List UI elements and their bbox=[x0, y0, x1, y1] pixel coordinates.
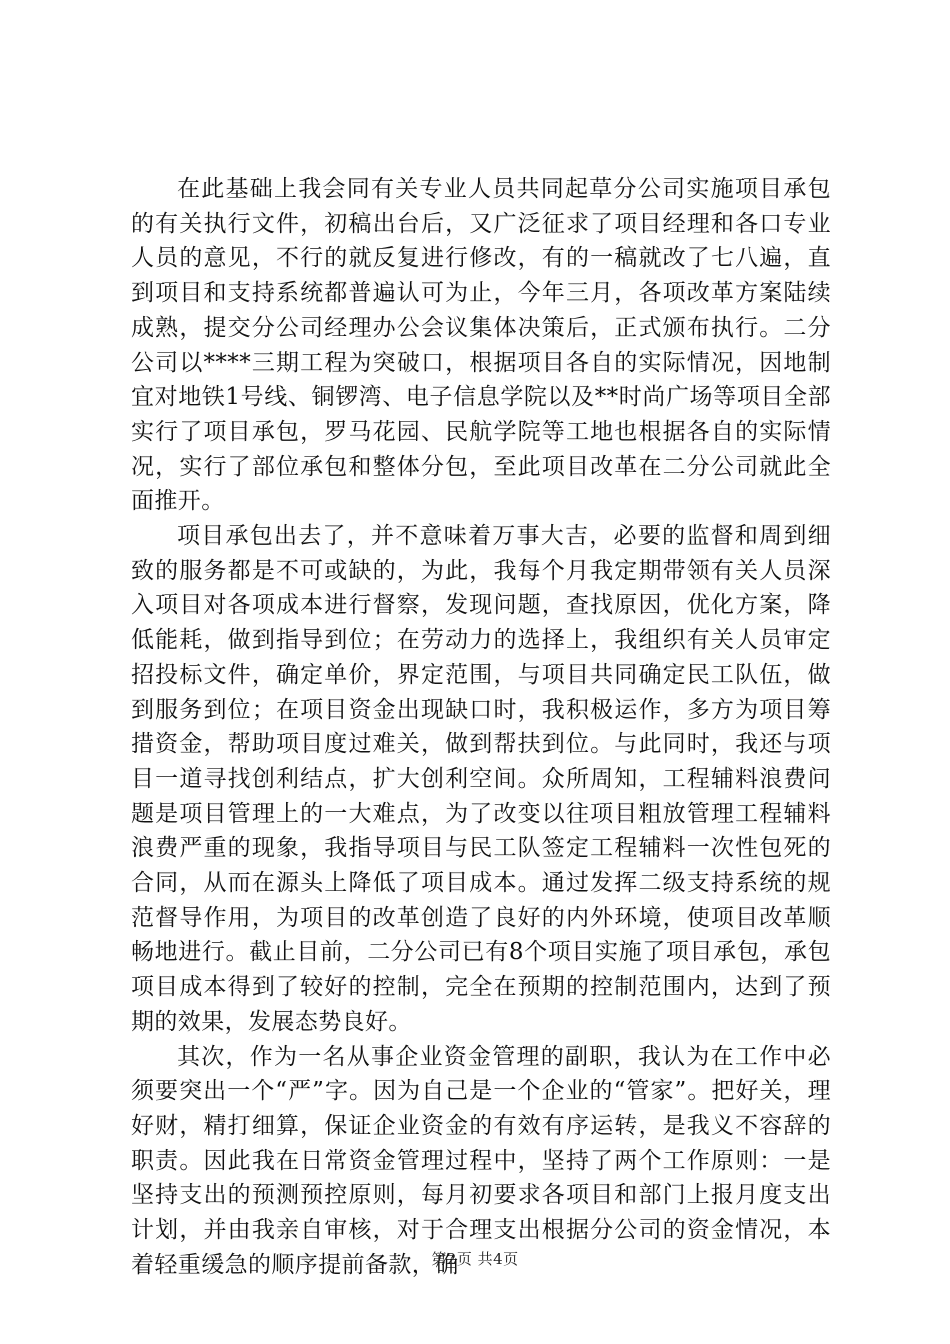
paragraph-1: 在此基础上我会同有关专业人员共同起草分公司实施项目承包的有关执行文件，初稿出台后，又广泛征求了项目经理和各口专业人员的意见，不行的就反复进行修改，有的一稿就改了七八遍，直到项目和支持系统都普遍认可为止，今年三月，各项改革方案陆续成熟，提交分公司经理办公会议集体决策后，正式颁布执行。二分公司以****三期工程为突破口，根据项目各自的实际情况，因地制宜对地铁1号线、铜锣湾、电子信息学院以及**时尚广场等项目全部实行了项目承包，罗马花园、民航学院等工地也根据各自的实际情况，实行了部位承包和整体分包，至此项目改革在二分公司就此全面推开。 bbox=[131, 176, 831, 515]
paragraph-3: 其次，作为一名从事企业资金管理的副职，我认为在工作中必须要突出一个“严”字。因为自己是一个企业的“管家”。把好关，理好财，精打细算，保证企业资金的有效有序运转，是我义不容辞的职责。因此我在日常资金管理过程中，坚持了两个工作原则：一是坚持支出的预测预控原则，每月初要求各项目和部门上报月度支出计划，并由我亲自审核，对于合理支出根据分公司的资金情况，本着轻重缓急的顺序提前备款，确 bbox=[131, 1043, 831, 1278]
document-body bbox=[131, 172, 831, 1283]
page-number-footer: 第2页 共4页 bbox=[431, 1250, 519, 1268]
paragraph-2: 项目承包出去了，并不意味着万事大吉，必要的监督和周到细致的服务都是不可或缺的，为此，我每个月我定期带领有关人员深入项目对各项成本进行督察，发现问题，查找原因，优化方案，降低能耗，做到指导到位；在劳动力的选择上，我组织有关人员审定招投标文件，确定单价，界定范围，与项目共同确定民工队伍，做到服务到位；在项目资金出现缺口时，我积极运作，多方为项目筹措资金，帮助项目度过难关，做到帮扶到位。与此同时，我还与项目一道寻找创利结点，扩大创利空间。众所周知，工程辅料浪费问题是项目管理上的一大难点，为了改变以往项目粗放管理工程辅料浪费严重的现象，我指导项目与民工队签定工程辅料一次性包死的合同，从而在源头上降低了项目成本。通过发挥二级支持系统的规范督导作用，为项目的改革创造了良好的内外环境，使项目改革顺畅地进行。截止目前，二分公司已有8个项目实施了项目承包，承包项目成本得到了较好的控制，完全在预期的控制范围内，达到了预期的效果，发展态势良好。 bbox=[131, 523, 831, 1035]
